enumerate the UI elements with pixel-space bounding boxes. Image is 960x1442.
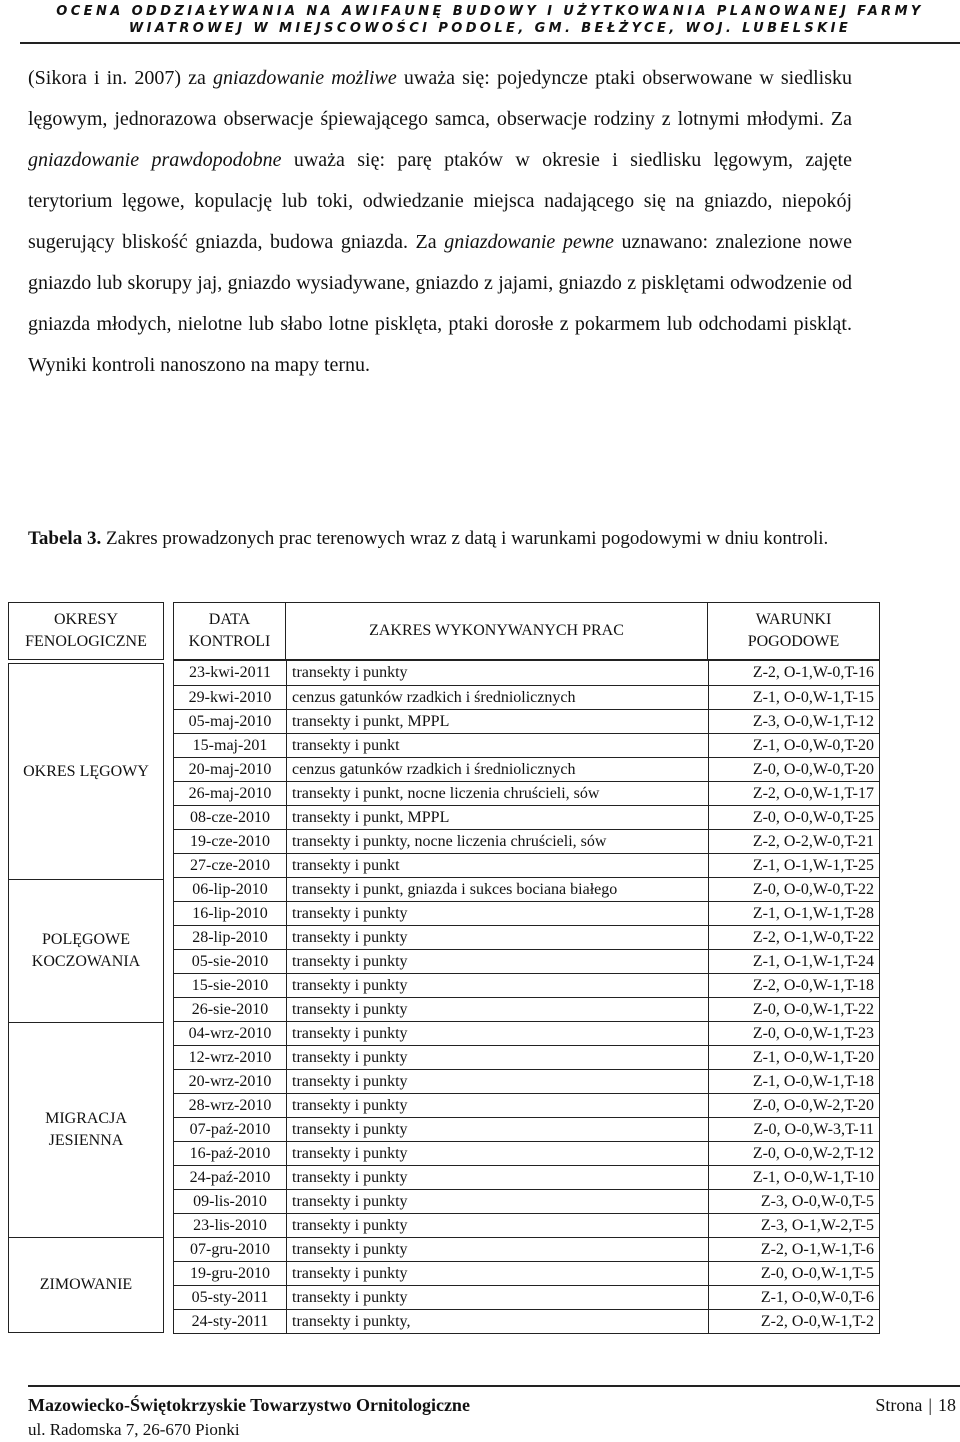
period-label: OKRES LĘGOWY bbox=[23, 762, 149, 780]
work-scope-cell: transekty i punkt, gniazda i sukces bociana białego bbox=[287, 878, 709, 901]
work-scope-cell: transekty i punkty, nocne liczenia chruścieli, sów bbox=[287, 830, 709, 853]
term-confirmed-nesting: gniazdowanie pewne bbox=[444, 231, 614, 253]
date-cell: 12-wrz-2010 bbox=[174, 1046, 287, 1069]
work-scope-cell: transekty i punkty bbox=[287, 1262, 709, 1285]
weather-cell: Z-3, O-0,W-1,T-12 bbox=[752, 713, 874, 730]
table-row bbox=[174, 1189, 879, 1213]
period-label: JESIENNA bbox=[48, 1132, 124, 1149]
table-row bbox=[174, 1117, 879, 1141]
weather-cell: Z-0, O-0,W-1,T-5 bbox=[760, 1265, 874, 1282]
weather-cell: Z-1, O-0,W-0,T-20 bbox=[752, 737, 874, 754]
weather-cell: Z-0, O-0,W-1,T-22 bbox=[752, 1001, 874, 1018]
weather-cell: Z-0, O-0,W-1,T-23 bbox=[752, 1025, 874, 1042]
date-cell: 07-gru-2010 bbox=[174, 1238, 287, 1261]
table-row bbox=[174, 1021, 879, 1045]
fieldwork-table bbox=[8, 602, 880, 1333]
period-cell bbox=[9, 1022, 163, 1237]
weather-cell: Z-0, O-0,W-0,T-25 bbox=[752, 809, 874, 826]
header-line-1: OCENA ODDZIAŁYWANIA NA AWIFAUNĘ BUDOWY I UŻYTKOWANIA PLANOWANEJ FARMY bbox=[56, 4, 924, 19]
work-scope-cell: transekty i punkty bbox=[287, 902, 709, 925]
table-caption-text: Zakres prowadzonych prac terenowych wraz z datą i warunkami pogodowymi w dniu kontroli. bbox=[101, 528, 829, 549]
work-scope-cell: transekty i punkt, MPPL bbox=[287, 806, 709, 829]
table-row bbox=[174, 973, 879, 997]
date-cell: 23-lis-2010 bbox=[174, 1214, 287, 1237]
period-label: POLĘGOWE bbox=[42, 931, 130, 948]
header-period bbox=[8, 602, 164, 660]
weather-cell: Z-2, O-2,W-0,T-21 bbox=[752, 833, 874, 850]
work-scope-cell: cenzus gatunków rzadkich i średniolicznych bbox=[287, 758, 709, 781]
table-row bbox=[174, 685, 879, 709]
date-cell: 16-paź-2010 bbox=[174, 1142, 287, 1165]
work-scope-cell: transekty i punkt bbox=[287, 734, 709, 757]
table-row bbox=[174, 1045, 879, 1069]
table-row bbox=[174, 1237, 879, 1261]
date-cell: 09-lis-2010 bbox=[174, 1190, 287, 1213]
work-scope-cell: transekty i punkty bbox=[287, 1238, 709, 1261]
table-caption-label: Tabela 3. bbox=[28, 528, 102, 549]
date-cell: 29-kwi-2010 bbox=[174, 686, 287, 709]
date-cell: 28-lip-2010 bbox=[174, 926, 287, 949]
table-row bbox=[174, 829, 879, 853]
header-date bbox=[173, 602, 286, 660]
date-cell: 06-lip-2010 bbox=[174, 878, 287, 901]
work-scope-cell: transekty i punkty bbox=[287, 1118, 709, 1141]
date-cell: 07-paź-2010 bbox=[174, 1118, 287, 1141]
date-cell: 05-sie-2010 bbox=[174, 950, 287, 973]
work-scope-cell: transekty i punkty bbox=[287, 1286, 709, 1309]
date-cell: 24-sty-2011 bbox=[174, 1310, 287, 1333]
date-cell: 08-cze-2010 bbox=[174, 806, 287, 829]
weather-cell: Z-0, O-0,W-2,T-20 bbox=[752, 1097, 874, 1114]
date-cell: 19-gru-2010 bbox=[174, 1262, 287, 1285]
paragraph-text-1: (Sikora i in. 2007) za bbox=[28, 67, 213, 89]
table-row bbox=[174, 709, 879, 733]
weather-cell: Z-1, O-0,W-1,T-10 bbox=[752, 1169, 874, 1186]
paragraph-text-3: uważa się: parę ptaków w okresie i siedlisku lęgowym, zajęte terytorium lęgowe, kopulację lub toki, odwiedzanie miejsca nadającego się na gniazdo, niepokój sugerujący bliskość gniazda, budowa gniazda. Za bbox=[28, 149, 852, 253]
date-cell: 05-maj-2010 bbox=[174, 710, 287, 733]
page-number-value: 18 bbox=[938, 1395, 956, 1415]
period-column bbox=[8, 663, 164, 1333]
period-label: KOCZOWANIA bbox=[31, 953, 141, 970]
weather-cell: Z-0, O-0,W-2,T-12 bbox=[752, 1145, 874, 1162]
date-cell: 20-maj-2010 bbox=[174, 758, 287, 781]
table-row bbox=[174, 853, 879, 877]
date-cell: 04-wrz-2010 bbox=[174, 1022, 287, 1045]
table-row bbox=[174, 877, 879, 901]
paragraph-text-2: uważa się: pojedyncze ptaki obserwowane w siedlisku lęgowym, jednorazowa obserwacje śpiewającego samca, obserwacje rodziny z lotnymi młodymi. Za bbox=[28, 67, 853, 130]
weather-cell: Z-1, O-0,W-1,T-20 bbox=[752, 1049, 874, 1066]
work-scope-cell: transekty i punkt, nocne liczenia chruścieli, sów bbox=[287, 782, 709, 805]
weather-cell: Z-1, O-0,W-0,T-6 bbox=[760, 1289, 874, 1306]
weather-cell: Z-1, O-0,W-1,T-15 bbox=[752, 689, 874, 706]
page-label: Strona bbox=[875, 1395, 923, 1415]
period-label: MIGRACJA bbox=[45, 1110, 127, 1127]
footer-address: ul. Radomska 7, 26-670 Pionki bbox=[28, 1420, 240, 1439]
footer-organization: Mazowiecko-Świętokrzyskie Towarzystwo Ornitologiczne bbox=[28, 1395, 470, 1415]
date-cell: 26-sie-2010 bbox=[174, 998, 287, 1021]
table-row bbox=[174, 901, 879, 925]
work-scope-cell: transekty i punkty bbox=[287, 1094, 709, 1117]
header-weather bbox=[708, 602, 880, 660]
period-cell bbox=[9, 1237, 163, 1332]
table-row bbox=[174, 1165, 879, 1189]
work-scope-cell: transekty i punkty bbox=[287, 1046, 709, 1069]
date-cell: 15-sie-2010 bbox=[174, 974, 287, 997]
date-cell: 28-wrz-2010 bbox=[174, 1094, 287, 1117]
page-footer bbox=[28, 1385, 960, 1439]
work-scope-cell: transekty i punkty bbox=[287, 1214, 709, 1237]
table-row bbox=[174, 1309, 879, 1333]
date-cell: 23-kwi-2011 bbox=[174, 661, 287, 685]
weather-cell: Z-1, O-1,W-1,T-28 bbox=[752, 905, 874, 922]
page-separator: | bbox=[928, 1395, 932, 1415]
table-row bbox=[174, 1141, 879, 1165]
weather-cell: Z-2, O-0,W-1,T-2 bbox=[760, 1313, 874, 1330]
weather-cell: Z-3, O-0,W-0,T-5 bbox=[760, 1193, 874, 1210]
table-row bbox=[174, 1069, 879, 1093]
date-cell: 24-paź-2010 bbox=[174, 1166, 287, 1189]
header-date-line: KONTROLI bbox=[188, 633, 271, 650]
date-cell: 16-lip-2010 bbox=[174, 902, 287, 925]
weather-cell: Z-2, O-1,W-0,T-16 bbox=[752, 664, 874, 681]
term-possible-nesting: gniazdowanie możliwe bbox=[212, 67, 397, 89]
table-row bbox=[174, 1285, 879, 1309]
table-row bbox=[174, 997, 879, 1021]
table-row bbox=[174, 781, 879, 805]
weather-cell: Z-0, O-0,W-3,T-11 bbox=[753, 1121, 874, 1138]
table-body bbox=[173, 660, 880, 1334]
date-cell: 27-cze-2010 bbox=[174, 854, 287, 877]
weather-cell: Z-1, O-1,W-1,T-25 bbox=[752, 857, 874, 874]
work-scope-cell: transekty i punkty bbox=[287, 1142, 709, 1165]
date-cell: 15-maj-201 bbox=[174, 734, 287, 757]
table-row bbox=[174, 757, 879, 781]
header-weather-line: POGODOWE bbox=[747, 633, 840, 650]
methodology-paragraph bbox=[28, 58, 852, 386]
header-period-line: OKRESY bbox=[53, 611, 118, 628]
weather-cell: Z-2, O-1,W-1,T-6 bbox=[760, 1241, 874, 1258]
weather-cell: Z-3, O-1,W-2,T-5 bbox=[760, 1217, 874, 1234]
header-work-line: ZAKRES WYKONYWANYCH PRAC bbox=[369, 622, 624, 639]
work-scope-cell: transekty i punkt bbox=[287, 854, 709, 877]
header-weather-line: WARUNKI bbox=[755, 611, 832, 628]
period-cell bbox=[9, 664, 163, 879]
work-scope-cell: transekty i punkty bbox=[287, 1070, 709, 1093]
weather-cell: Z-1, O-0,W-1,T-18 bbox=[752, 1073, 874, 1090]
work-scope-cell: transekty i punkty bbox=[287, 1166, 709, 1189]
header-work-scope bbox=[286, 602, 708, 660]
weather-cell: Z-2, O-0,W-1,T-17 bbox=[752, 785, 874, 802]
page-number bbox=[875, 1395, 956, 1416]
table-row bbox=[174, 1261, 879, 1285]
table-row bbox=[174, 949, 879, 973]
work-scope-cell: cenzus gatunków rzadkich i średniolicznych bbox=[287, 686, 709, 709]
date-cell: 19-cze-2010 bbox=[174, 830, 287, 853]
work-scope-cell: transekty i punkty, bbox=[287, 1310, 709, 1333]
table-row bbox=[174, 925, 879, 949]
work-scope-cell: transekty i punkty bbox=[287, 661, 709, 685]
header-date-line: DATA bbox=[208, 611, 251, 628]
paragraph-text-4: uznawano: znalezione nowe gniazdo lub skorupy jaj, gniazdo wysiadywane, gniazdo z jajami, gniazdo z pisklętami odwodzenie od gniazda młodych, nielotne lub słabo lotne pisklęta, ptaki dorosłe z pokarmem lub odchodami piskląt. Wyniki kontroli nanoszono na mapy ternu. bbox=[28, 231, 852, 376]
work-scope-cell: transekty i punkty bbox=[287, 950, 709, 973]
header-period-line: FENOLOGICZNE bbox=[25, 633, 147, 650]
weather-cell: Z-2, O-0,W-1,T-18 bbox=[752, 977, 874, 994]
table-row bbox=[174, 1093, 879, 1117]
date-cell: 20-wrz-2010 bbox=[174, 1070, 287, 1093]
work-scope-cell: transekty i punkty bbox=[287, 998, 709, 1021]
weather-cell: Z-0, O-0,W-0,T-20 bbox=[752, 761, 874, 778]
table-row bbox=[174, 733, 879, 757]
period-label: ZIMOWANIE bbox=[39, 1276, 133, 1293]
work-scope-cell: transekty i punkty bbox=[287, 1190, 709, 1213]
work-scope-cell: transekty i punkt, MPPL bbox=[287, 710, 709, 733]
work-scope-cell: transekty i punkty bbox=[287, 1022, 709, 1045]
work-scope-cell: transekty i punkty bbox=[287, 926, 709, 949]
date-cell: 05-sty-2011 bbox=[174, 1286, 287, 1309]
header-line-2: WIATROWEJ W MIEJSCOWOŚCI PODOLE, GM. BEŁŻYCE, WOJ. LUBELSKIE bbox=[128, 21, 852, 36]
table-row bbox=[174, 1213, 879, 1237]
period-cell bbox=[9, 879, 163, 1022]
date-cell: 26-maj-2010 bbox=[174, 782, 287, 805]
weather-cell: Z-0, O-0,W-0,T-22 bbox=[752, 881, 874, 898]
work-scope-cell: transekty i punkty bbox=[287, 974, 709, 997]
term-probable-nesting: gniazdowanie prawdopodobne bbox=[28, 149, 282, 171]
weather-cell: Z-1, O-1,W-1,T-24 bbox=[752, 953, 874, 970]
table-caption bbox=[28, 527, 868, 550]
weather-cell: Z-2, O-1,W-0,T-22 bbox=[752, 929, 874, 946]
table-row bbox=[174, 661, 879, 685]
table-row bbox=[174, 805, 879, 829]
running-header bbox=[20, 0, 960, 44]
